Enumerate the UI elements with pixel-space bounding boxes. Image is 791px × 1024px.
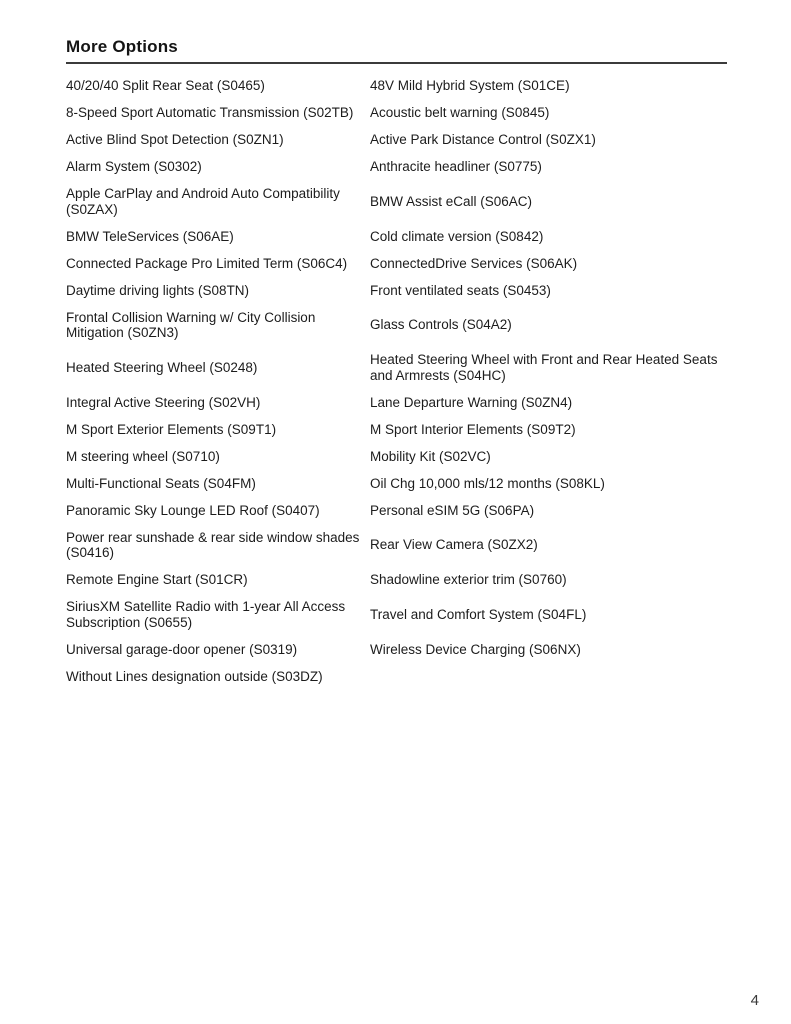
- option-cell-right: Front ventilated seats (S0453): [370, 282, 551, 298]
- option-cell-left: Multi-Functional Seats (S04FM): [66, 475, 256, 491]
- option-cell-right: Wireless Device Charging (S06NX): [370, 641, 581, 657]
- options-row: [66, 669, 727, 685]
- option-cell-left: M steering wheel (S0710): [66, 448, 220, 464]
- option-cell-left: Alarm System (S0302): [66, 159, 202, 174]
- option-cell-left: Active Blind Spot Detection (S0ZN1): [66, 132, 284, 147]
- option-cell-left: Frontal Collision Warning w/ City Collision Mitigation (S0ZN3): [66, 309, 316, 340]
- option-cell-right: Shadowline exterior trim (S0760): [370, 572, 567, 587]
- options-row: [66, 159, 727, 175]
- option-cell-left: BMW TeleServices (S06AE): [66, 228, 234, 244]
- option-cell-left: Panoramic Sky Lounge LED Roof (S0407): [66, 502, 320, 518]
- options-row: [66, 422, 727, 438]
- option-cell-right: Rear View Camera (S0ZX2): [370, 537, 538, 553]
- page-content: [66, 37, 727, 696]
- options-row: [66, 132, 727, 148]
- options-row: [66, 352, 727, 383]
- title-rule: [66, 62, 727, 64]
- options-row: [66, 229, 727, 245]
- options-row: [66, 310, 727, 341]
- options-row: [66, 283, 727, 299]
- option-cell-left: 8-Speed Sport Automatic Transmission (S02TB): [66, 105, 354, 120]
- option-cell-left: Power rear sunshade & rear side window shades (S0416): [66, 529, 360, 560]
- options-row: [66, 530, 727, 561]
- options-row: [66, 186, 727, 217]
- option-cell-left: Remote Engine Start (S01CR): [66, 572, 248, 587]
- option-cell-right: BMW Assist eCall (S06AC): [370, 193, 533, 209]
- options-row: [66, 449, 727, 465]
- option-cell-right: Glass Controls (S04A2): [370, 317, 512, 333]
- option-cell-left: Daytime driving lights (S08TN): [66, 282, 250, 298]
- option-cell-left: Apple CarPlay and Android Auto Compatibility (S0ZAX): [66, 186, 340, 217]
- option-cell-right: Cold climate version (S0842): [370, 228, 544, 244]
- options-row: [66, 395, 727, 411]
- options-row: [66, 599, 727, 630]
- option-cell-right: Oil Chg 10,000 mls/12 months (S08KL): [370, 475, 605, 491]
- option-cell-right: M Sport Interior Elements (S09T2): [370, 421, 576, 437]
- option-cell-left: 40/20/40 Split Rear Seat (S0465): [66, 78, 265, 93]
- page-number: 4: [750, 992, 759, 1009]
- option-cell-right: Heated Steering Wheel with Front and Rear Heated Seats and Armrests (S04HC): [370, 352, 718, 383]
- option-cell-right: Active Park Distance Control (S0ZX1): [370, 132, 596, 147]
- option-cell-right: ConnectedDrive Services (S06AK): [370, 255, 578, 271]
- option-cell-right: Lane Departure Warning (S0ZN4): [370, 394, 573, 410]
- options-row: [66, 105, 727, 121]
- options-list: [66, 78, 727, 684]
- option-cell-left: Without Lines designation outside (S03DZ): [66, 668, 323, 684]
- option-cell-left: SiriusXM Satellite Radio with 1-year All Access Subscription (S0655): [66, 599, 346, 630]
- options-row: [66, 642, 727, 658]
- option-cell-left: M Sport Exterior Elements (S09T1): [66, 421, 277, 437]
- options-row: [66, 256, 727, 272]
- option-cell-left: Universal garage-door opener (S0319): [66, 641, 298, 657]
- section-title: More Options: [66, 37, 178, 56]
- options-row: [66, 503, 727, 519]
- option-cell-right: Personal eSIM 5G (S06PA): [370, 502, 535, 518]
- option-cell-left: Heated Steering Wheel (S0248): [66, 359, 258, 375]
- options-row: [66, 572, 727, 588]
- options-row: [66, 476, 727, 492]
- option-cell-right: Anthracite headliner (S0775): [370, 159, 542, 174]
- option-cell-right: Acoustic belt warning (S0845): [370, 105, 550, 120]
- option-cell-right: 48V Mild Hybrid System (S01CE): [370, 78, 570, 93]
- option-cell-right: Travel and Comfort System (S04FL): [370, 606, 587, 622]
- option-cell-right: Mobility Kit (S02VC): [370, 448, 491, 464]
- option-cell-left: Connected Package Pro Limited Term (S06C4): [66, 255, 348, 271]
- options-row: [66, 78, 727, 94]
- option-cell-left: Integral Active Steering (S02VH): [66, 394, 261, 410]
